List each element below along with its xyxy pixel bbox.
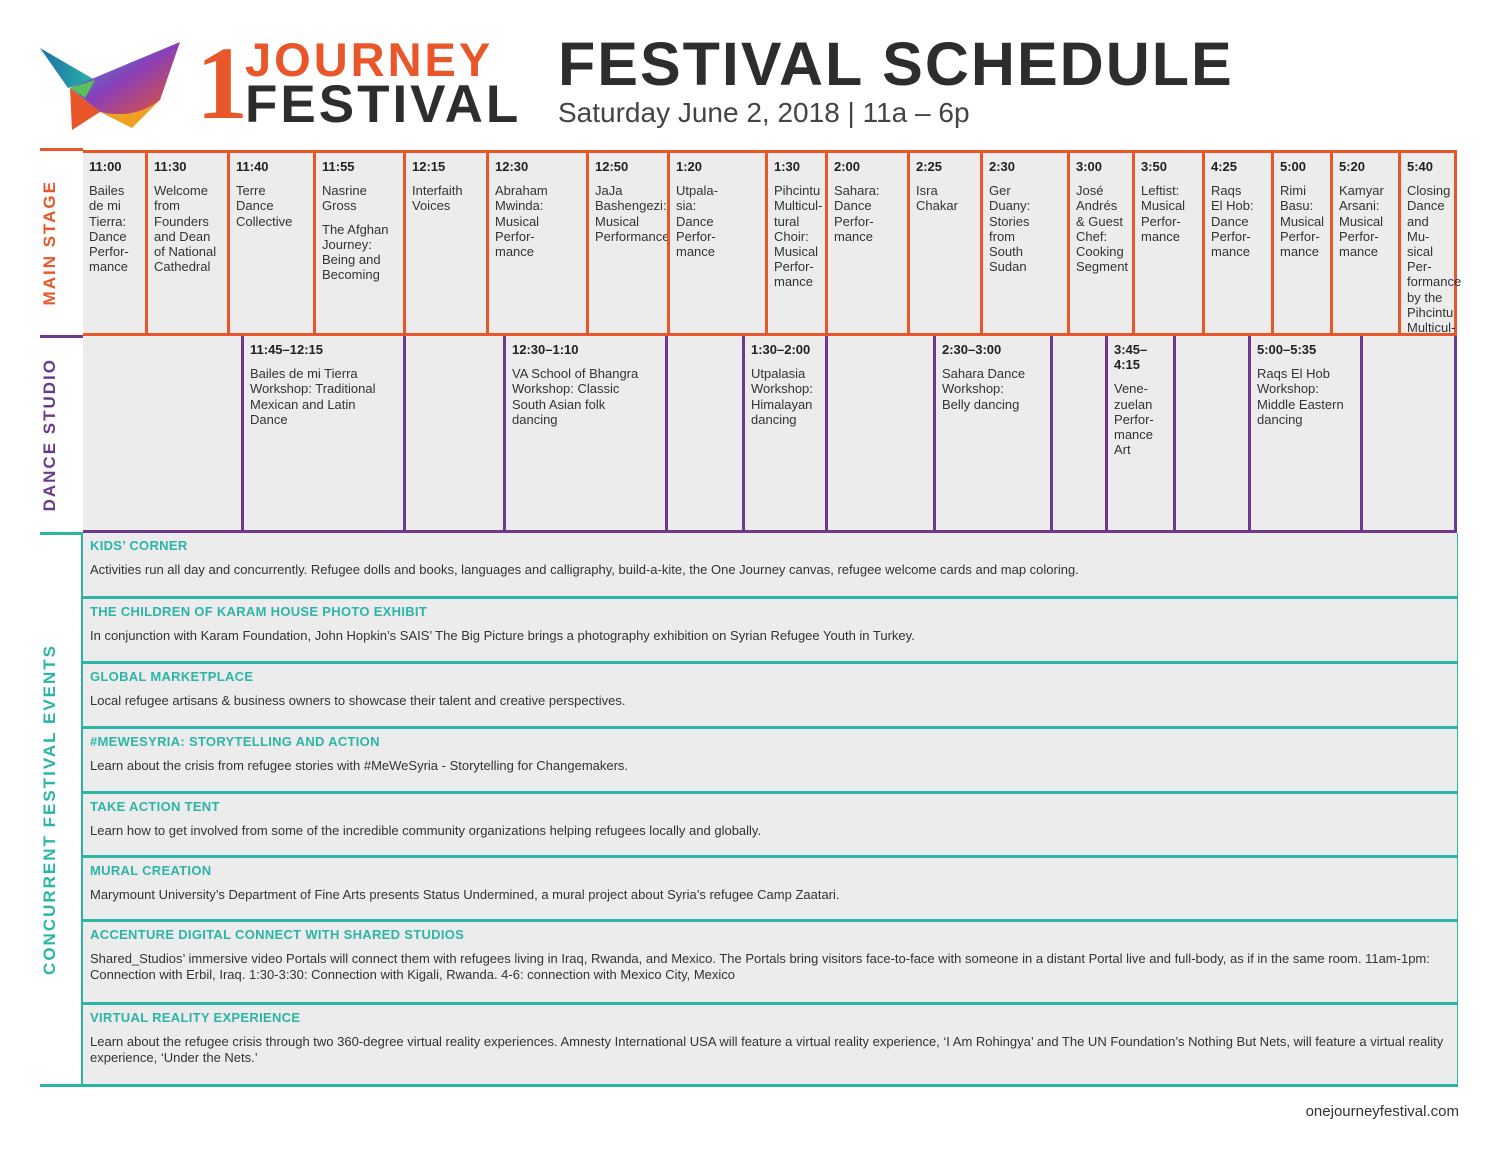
slot-text: Stories — [989, 213, 1030, 229]
slot-text: Segment — [1076, 259, 1129, 275]
workshop-text: Himalayan — [751, 396, 813, 412]
workshop-text: mance — [1114, 427, 1154, 443]
page-title: FESTIVAL SCHEDULE — [558, 30, 1234, 98]
dance-studio-workshop — [742, 336, 825, 530]
workshop-text: Mexican and Latin — [250, 396, 356, 412]
main-stage-slot — [1132, 153, 1202, 333]
main-stage-slot — [586, 153, 670, 333]
concurrent-rule-top — [40, 532, 83, 535]
slot-time: 2:30 — [989, 159, 1016, 174]
slot-text: mance — [834, 228, 874, 244]
slot-text: The Afghan — [322, 221, 389, 237]
slot-text: Mwinda: — [495, 198, 544, 214]
slot-text: Terre — [236, 183, 266, 199]
workshop-text: Workshop: — [942, 381, 1004, 397]
slot-text: Dance — [89, 228, 127, 244]
workshop-text: Workshop: — [751, 381, 813, 397]
slot-text: mance — [774, 274, 814, 290]
slot-text: Sahara: — [834, 183, 880, 199]
slot-text: from — [154, 198, 180, 214]
slot-text: Dance — [1407, 198, 1445, 214]
dance-studio-rule — [40, 335, 83, 338]
logo-number: 1 — [196, 26, 248, 141]
concurrent-events-label: CONCURRENT FESTIVAL EVENTS — [40, 643, 59, 975]
workshop-text: VA School of Bhangra — [512, 366, 639, 382]
slot-text: Welcome — [154, 183, 208, 199]
slot-text: Musical — [595, 213, 640, 229]
slot-text: sia: — [676, 198, 697, 214]
slot-text: Dance — [236, 198, 274, 214]
dance-studio-row — [83, 336, 1457, 533]
slot-text: mance — [89, 259, 129, 275]
slot-text: Journey: — [322, 236, 372, 252]
slot-text: and Mu- — [1407, 213, 1430, 244]
slot-text: from — [989, 228, 1015, 244]
main-stage-slot — [1330, 153, 1398, 333]
slot-text: Sudan — [989, 259, 1027, 275]
website-url[interactable]: onejourneyfestival.com — [1305, 1103, 1459, 1120]
main-stage-slot — [313, 153, 403, 333]
slot-text: mance — [495, 244, 535, 260]
workshop-time: 11:45–12:15 — [250, 342, 324, 357]
main-stage-slot — [1398, 153, 1462, 336]
main-stage-slot — [765, 153, 825, 333]
slot-text: mance — [1211, 244, 1251, 260]
workshop-text: South Asian folk — [512, 396, 606, 412]
slot-text: and Dean — [154, 228, 211, 244]
slot-text: mance — [1339, 244, 1379, 260]
slot-text: Perfor- — [1211, 228, 1251, 244]
event-title: TAKE ACTION TENT — [90, 799, 220, 814]
main-stage-slot — [667, 153, 765, 333]
slot-time: 5:00 — [1280, 159, 1307, 174]
slot-text: Tierra: — [89, 213, 127, 229]
concurrent-event — [83, 922, 1457, 1005]
slot-text: South — [989, 244, 1023, 260]
main-stage-row — [83, 150, 1462, 336]
slot-time: 12:50 — [595, 159, 629, 174]
slot-text: Perfor- — [834, 213, 874, 229]
workshop-text: Bailes de mi Tierra — [250, 366, 358, 382]
concurrent-event — [83, 664, 1457, 729]
slot-text: Ger — [989, 183, 1011, 199]
event-title: ACCENTURE DIGITAL CONNECT WITH SHARED STUDIOS — [90, 927, 465, 942]
main-stage-slot — [1271, 153, 1330, 333]
slot-text: Cathedral — [154, 259, 211, 275]
slot-text: de mi — [89, 198, 121, 214]
slot-text: sical Per- — [1407, 244, 1434, 275]
main-stage-slot — [1067, 153, 1132, 333]
main-stage-slot — [1202, 153, 1271, 333]
slot-text: Being and — [322, 252, 381, 268]
slot-text: El Hob: — [1211, 198, 1254, 214]
main-stage-rule — [40, 148, 83, 151]
main-stage-label: MAIN STAGE — [40, 180, 59, 306]
event-description: Local refugee artisans & business owners to showcase their talent and creative perspectives. — [90, 693, 626, 708]
slot-time: 11:40 — [236, 159, 269, 174]
workshop-text: dancing — [512, 411, 558, 427]
bird-icon — [40, 40, 200, 130]
event-title: KIDS’ CORNER — [90, 538, 188, 553]
event-description: Learn how to get involved from some of the incredible community organizations helping refugees locally and globally. — [90, 823, 762, 838]
event-title: VIRTUAL REALITY EXPERIENCE — [90, 1010, 301, 1025]
slot-time: 2:25 — [916, 159, 943, 174]
workshop-time: 2:30–3:00 — [942, 342, 1002, 357]
event-description: Learn about the crisis from refugee stories with #MeWeSyria - Storytelling for Changemakers. — [90, 758, 629, 773]
slot-text: Abraham — [495, 183, 548, 199]
slot-text: Multicul- — [1407, 320, 1456, 336]
concurrent-rule-bottom — [40, 1084, 83, 1087]
slot-text: Perfor- — [774, 259, 814, 275]
slot-text: Musical — [1141, 198, 1186, 214]
slot-text: Nasrine — [322, 183, 367, 199]
event-title: #MEWESYRIA: STORYTELLING AND ACTION — [90, 734, 380, 749]
event-description: Activities run all day and concurrently. Refugee dolls and books, languages and calligraphy, build-a-kite, the One Journey canvas, refugee welcome cards and map coloring. — [90, 562, 1079, 577]
slot-text: JaJa — [595, 183, 623, 199]
workshop-time: 5:00–5:35 — [1257, 342, 1317, 357]
slot-time: 12:15 — [412, 159, 446, 174]
concurrent-event — [83, 1005, 1457, 1087]
workshop-text: Art — [1114, 442, 1131, 458]
slot-text: Andrés — [1076, 198, 1118, 214]
slot-text: Leftist: — [1141, 183, 1180, 199]
slot-text: Arsani: — [1339, 198, 1380, 214]
slot-text: Collective — [236, 213, 293, 229]
slot-text: Musical — [774, 244, 819, 260]
slot-text: Cooking — [1076, 244, 1124, 260]
slot-text: mance — [676, 244, 716, 260]
concurrent-event — [83, 794, 1457, 858]
dance-studio-empty-slot — [825, 336, 933, 530]
slot-time: 12:30 — [495, 159, 529, 174]
slot-text: Interfaith — [412, 183, 463, 199]
slot-text: José — [1076, 183, 1104, 199]
page-subtitle: Saturday June 2, 2018 | 11a – 6p — [558, 97, 970, 128]
main-stage-slot — [825, 153, 907, 333]
slot-time: 4:25 — [1211, 159, 1238, 174]
workshop-text: Dance — [250, 411, 288, 427]
main-stage-slot — [907, 153, 980, 333]
dance-studio-empty-slot — [83, 336, 241, 530]
workshop-text: Middle Eastern — [1257, 396, 1344, 412]
workshop-text: dancing — [751, 411, 797, 427]
main-stage-slot — [145, 153, 227, 333]
slot-text: Kamyar — [1339, 183, 1384, 199]
workshop-text: Workshop: — [1257, 381, 1319, 397]
logo-word-festival: FESTIVAL — [245, 75, 522, 134]
slot-text: Performance — [595, 228, 670, 244]
workshop-time: 12:30–1:10 — [512, 342, 579, 357]
slot-text: Musical — [1339, 213, 1384, 229]
event-title: THE CHILDREN OF KARAM HOUSE PHOTO EXHIBIT — [90, 604, 428, 619]
concurrent-event — [83, 729, 1457, 794]
slot-text: Dance — [1211, 213, 1249, 229]
slot-text — [322, 214, 398, 222]
concurrent-event — [83, 599, 1457, 664]
dance-studio-empty-slot — [1173, 336, 1248, 530]
dance-studio-workshop — [503, 336, 665, 530]
slot-text: by the — [1407, 289, 1443, 305]
slot-text: Bailes — [89, 183, 125, 199]
workshop-time: 1:30–2:00 — [751, 342, 811, 357]
main-stage-slot — [486, 153, 586, 333]
slot-text: Perfor- — [1280, 228, 1320, 244]
workshop-text: Workshop: Traditional — [250, 381, 376, 397]
event-description: Marymount University’s Department of Fine Arts presents Status Undermined, a mural project about Syria’s refugee Camp Zaatari. — [90, 887, 840, 902]
slot-text: Pihcintu — [774, 183, 821, 199]
slot-time: 5:20 — [1339, 159, 1366, 174]
slot-text: Utpala- — [676, 183, 718, 199]
event-title: MURAL CREATION — [90, 863, 212, 878]
main-stage-slot — [83, 153, 145, 333]
slot-text: Chakar — [916, 198, 958, 214]
main-stage-slot — [403, 153, 486, 333]
slot-text: Musical — [1280, 213, 1325, 229]
slot-text: Isra — [916, 183, 938, 199]
workshop-text: zuelan — [1114, 396, 1153, 412]
slot-text: Rimi — [1280, 183, 1306, 199]
slot-text: Perfor- — [89, 244, 129, 260]
slot-text: of National — [154, 244, 217, 260]
slot-time: 5:40 — [1407, 159, 1434, 174]
slot-text: Voices — [412, 198, 451, 214]
workshop-time: 3:45–4:15 — [1114, 342, 1148, 373]
workshop-text: Sahara Dance — [942, 366, 1026, 382]
slot-text: Basu: — [1280, 198, 1314, 214]
slot-text: mance — [1280, 244, 1320, 260]
slot-time: 1:30 — [774, 159, 801, 174]
dance-studio-workshop — [933, 336, 1050, 530]
slot-text: Musical — [495, 213, 540, 229]
slot-text: Bashengezi: — [595, 198, 667, 214]
slot-text: & Guest — [1076, 213, 1123, 229]
workshop-text: Belly dancing — [942, 396, 1020, 412]
dance-studio-empty-slot — [1360, 336, 1457, 530]
slot-text: Dance — [676, 213, 714, 229]
concurrent-event — [83, 533, 1457, 599]
dance-studio-workshop — [241, 336, 403, 530]
slot-text: Dance — [834, 198, 872, 214]
slot-time: 11:30 — [154, 159, 187, 174]
workshop-text: Workshop: Classic — [512, 381, 620, 397]
slot-text: Founders — [154, 213, 209, 229]
slot-text: Becoming — [322, 267, 380, 283]
slot-time: 3:50 — [1141, 159, 1168, 174]
slot-text: Perfor- — [676, 228, 716, 244]
slot-text: Closing — [1407, 183, 1451, 199]
dance-studio-label: DANCE STUDIO — [40, 357, 59, 512]
workshop-text: Utpalasia — [751, 366, 806, 382]
slot-text: mance — [1141, 228, 1181, 244]
event-description: Shared_Studios’ immersive video Portals will connect them with refugees living in Iraq, Rwanda, and Mexico. The Portals bring visitors face-to-face with someone in a distant Portal live and full-body, as if in the same room. 11am-1pm: Connection with Erbil, Iraq. 1:30-3:30: Connection with Kigali, Rwanda. 4-6: connection with Mexico City, Mexico — [90, 951, 1430, 982]
slot-time: 11:55 — [322, 159, 355, 174]
dance-studio-empty-slot — [1050, 336, 1105, 530]
workshop-text: Raqs El Hob — [1257, 366, 1330, 382]
slot-text: Raqs — [1211, 183, 1242, 199]
slot-time: 1:20 — [676, 159, 703, 174]
dance-studio-workshop — [1105, 336, 1173, 530]
workshop-text: dancing — [1257, 411, 1303, 427]
slot-time: 3:00 — [1076, 159, 1103, 174]
slot-text: Perfor- — [1339, 228, 1379, 244]
workshop-text: Vene- — [1114, 381, 1148, 397]
slot-text: Perfor- — [1141, 213, 1181, 229]
slot-text: Gross — [322, 198, 357, 214]
slot-time: 2:00 — [834, 159, 861, 174]
main-stage-slot — [980, 153, 1067, 333]
event-description: Learn about the refugee crisis through two 360-degree virtual reality experiences. Amnesty International USA will feature a virtual reality experience, ‘I Am Rohingya’ and The UN Foundation’s Nothing But Nets, will feature a virtual reality experience, ‘Under the Nets.’ — [90, 1034, 1444, 1065]
event-title: GLOBAL MARKETPLACE — [90, 669, 254, 684]
slot-text: formance — [1407, 274, 1462, 290]
slot-text: Duany: — [989, 198, 1031, 214]
workshop-text: Perfor- — [1114, 411, 1154, 427]
slot-text: Pihcintu — [1407, 304, 1454, 320]
dance-studio-empty-slot — [665, 336, 742, 530]
slot-text: Chef: — [1076, 228, 1108, 244]
logo-word-journey: JOURNEY — [245, 33, 494, 86]
dance-studio-workshop — [1248, 336, 1360, 530]
concurrent-event — [83, 858, 1457, 922]
slot-time: 11:00 — [89, 159, 122, 174]
dance-studio-empty-slot — [403, 336, 503, 530]
slot-text: tural Choir: — [774, 213, 809, 244]
slot-text: Multicul- — [774, 198, 823, 214]
main-stage-slot — [227, 153, 313, 333]
slot-text: Perfor- — [495, 228, 535, 244]
event-description: In conjunction with Karam Foundation, John Hopkin’s SAIS’ The Big Picture brings a photography exhibition on Syrian Refugee Youth in Turkey. — [90, 628, 915, 643]
